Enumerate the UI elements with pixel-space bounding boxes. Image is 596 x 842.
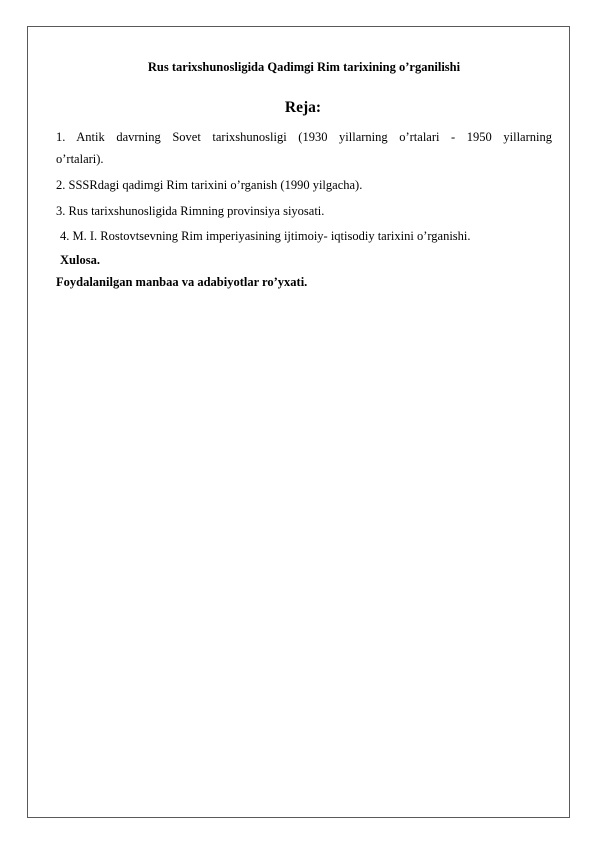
document-title: Rus tarixshunosligida Qadimgi Rim tarixining o’rganilishi xyxy=(147,60,461,74)
references-heading: Foydalanilgan manbaa va adabiyotlar ro’yxati. xyxy=(56,275,308,289)
plan-item-1-line-2: o’rtalari). xyxy=(56,152,104,166)
plan-item-4: 4. M. I. Rostovtsevning Rim imperiyasining ijtimoiy- iqtisodiy tarixini o’rganishi. xyxy=(60,229,471,243)
plan-item-2: 2. SSSRdagi qadimgi Rim tarixini o’rganish (1990 yilgacha). xyxy=(56,178,363,192)
plan-item-3: 3. Rus tarixshunosligida Rimning provinsiya siyosati. xyxy=(56,204,325,218)
plan-heading: Reja: xyxy=(284,99,322,116)
conclusion-heading: Xulosa. xyxy=(60,253,100,267)
plan-item-1-line-1: 1. Antik davrning Sovet tarixshunosligi (1930 yillarning o’rtalari - 1950 yillarning xyxy=(56,130,552,144)
